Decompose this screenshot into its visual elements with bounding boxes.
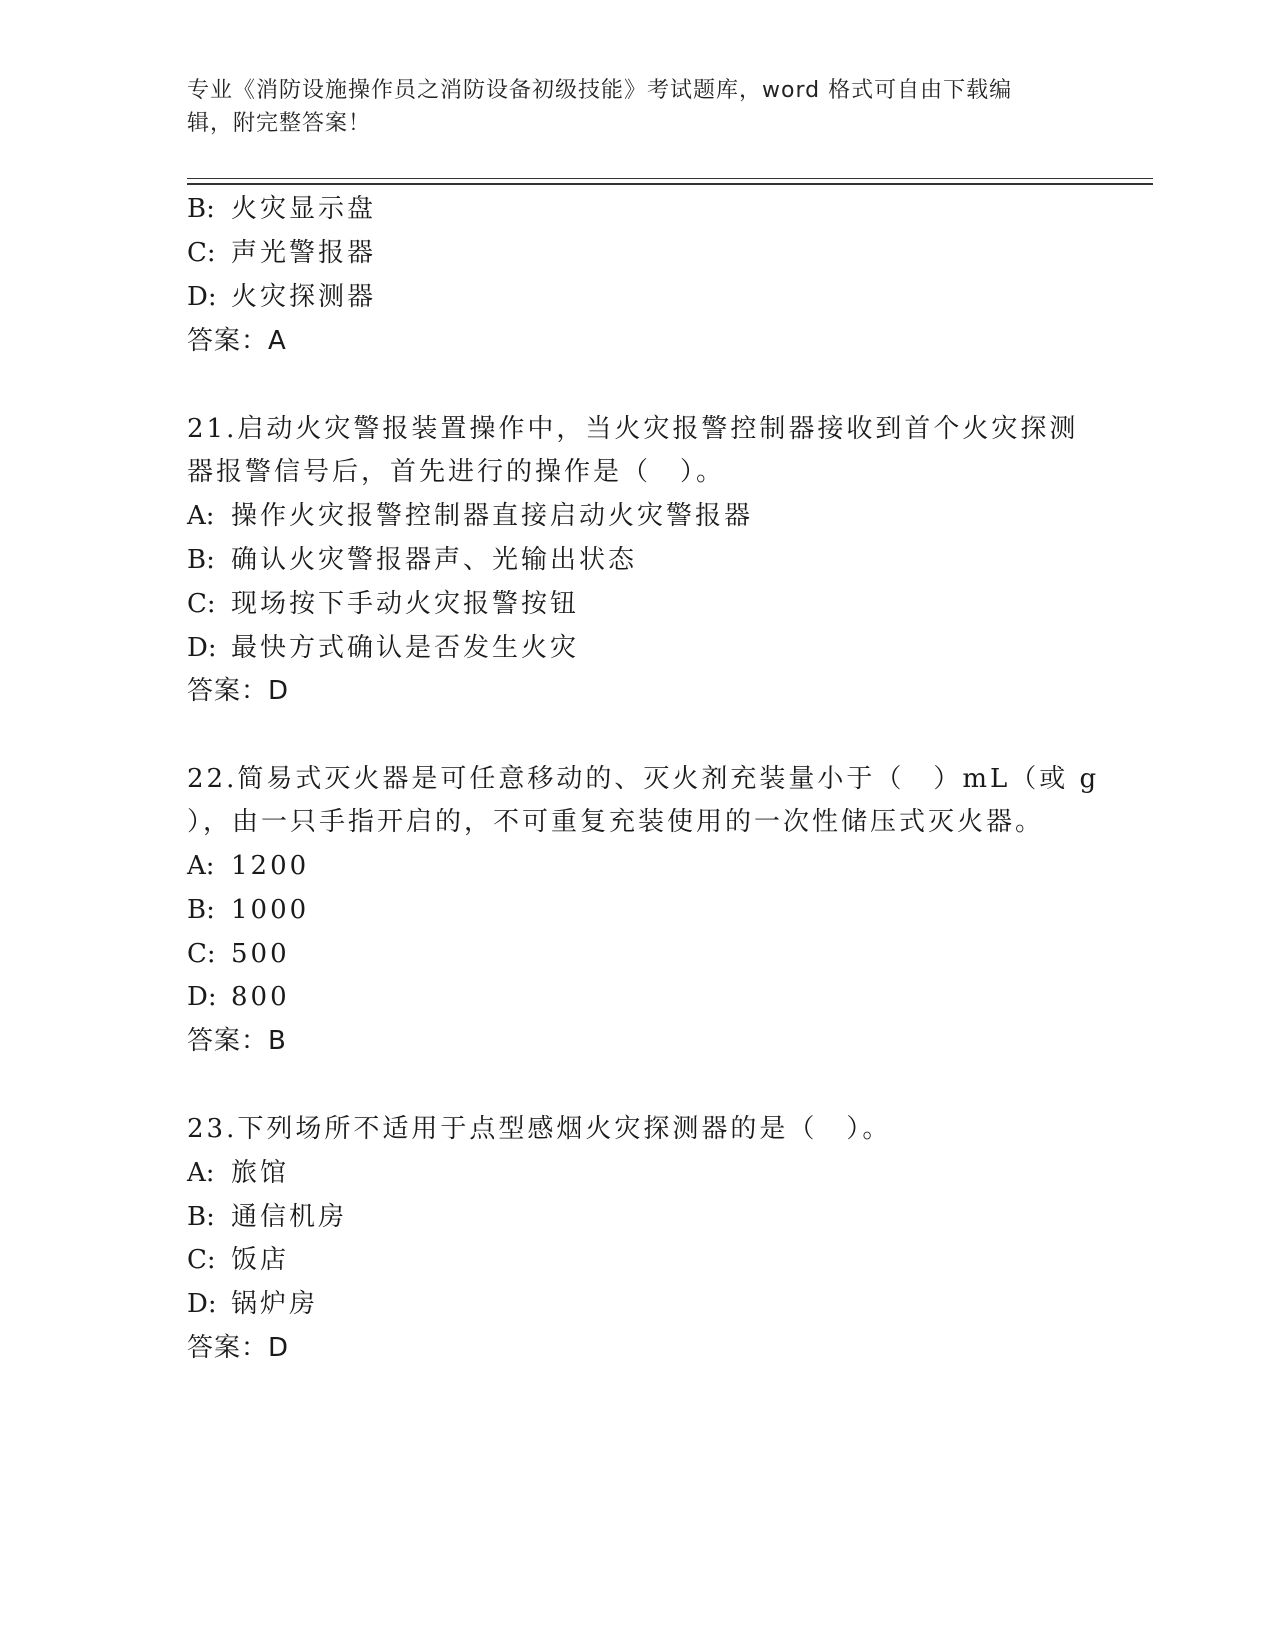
prev-answer: 答案：A xyxy=(187,326,287,356)
q21-option-b xyxy=(187,543,637,577)
option-text: 火灾探测器 xyxy=(231,282,377,312)
q21-stem-line-2: 器报警信号后，首先进行的操作是（ ）。 xyxy=(187,457,726,487)
q21-answer: 答案：D xyxy=(187,676,290,706)
option-label: D: xyxy=(187,982,217,1012)
option-text: 1200 xyxy=(231,851,310,881)
option-label: D: xyxy=(187,282,217,312)
q21-stem-line-1: 21.启动火灾警报装置操作中，当火灾报警控制器接收到首个火灾探测 xyxy=(187,414,1079,444)
q21-option-c xyxy=(187,587,579,621)
option-text: 确认火灾警报器声、光输出状态 xyxy=(231,545,638,575)
option-text: 饭店 xyxy=(231,1245,290,1275)
option-text: 1000 xyxy=(231,895,310,925)
q23-option-b xyxy=(187,1200,347,1234)
option-text: 锅炉房 xyxy=(231,1289,319,1319)
q22-option-d xyxy=(187,980,290,1014)
header-rule-thick xyxy=(187,183,1153,185)
option-text: 现场按下手动火灾报警按钮 xyxy=(231,589,580,619)
q22-option-b xyxy=(187,893,309,927)
option-text: 最快方式确认是否发生火灾 xyxy=(231,633,580,663)
q23-option-d xyxy=(187,1287,318,1321)
q23-option-a xyxy=(187,1156,289,1190)
option-label: A: xyxy=(187,501,215,531)
option-text: 操作火灾报警控制器直接启动火灾警报器 xyxy=(231,501,754,531)
option-label: B: xyxy=(187,1202,215,1232)
prev-option-b xyxy=(187,192,376,226)
option-label: D: xyxy=(187,633,217,663)
q21-option-a xyxy=(187,499,753,533)
option-text: 声光警报器 xyxy=(231,238,377,268)
option-label: C: xyxy=(187,1245,216,1275)
option-label: C: xyxy=(187,238,216,268)
option-label: C: xyxy=(187,589,216,619)
q22-option-a xyxy=(187,849,309,883)
document-header xyxy=(187,74,1067,140)
q23-answer: 答案：D xyxy=(187,1333,290,1363)
option-label: B: xyxy=(187,545,215,575)
option-label: A: xyxy=(187,851,215,881)
q22-answer: 答案：B xyxy=(187,1026,287,1056)
option-text: 火灾显示盘 xyxy=(231,194,377,224)
q22-option-c xyxy=(187,937,290,971)
q22-stem-line-1: 22.简易式灭火器是可任意移动的、灭火剂充装量小于（ ）mL（或 g xyxy=(187,764,1100,794)
option-text: 通信机房 xyxy=(231,1202,348,1232)
q23-stem-line-1: 23.下列场所不适用于点型感烟火灾探测器的是（ ）。 xyxy=(187,1114,892,1144)
option-text: 500 xyxy=(231,939,290,969)
prev-option-d xyxy=(187,280,376,314)
option-label: B: xyxy=(187,895,215,925)
option-label: C: xyxy=(187,939,216,969)
q21-option-d xyxy=(187,631,579,665)
header-rule-thin xyxy=(187,178,1153,179)
option-label: A: xyxy=(187,1158,215,1188)
header-line-2: 辑，附完整答案！ xyxy=(187,111,372,136)
option-label: D: xyxy=(187,1289,217,1319)
option-text: 旅馆 xyxy=(231,1158,290,1188)
header-line-1: 专业《消防设施操作员之消防设备初级技能》考试题库，word 格式可自由下载编 xyxy=(187,78,1013,103)
q23-option-c xyxy=(187,1243,289,1277)
q22-stem-line-2: ），由一只手指开启的，不可重复充装使用的一次性储压式灭火器。 xyxy=(187,807,1045,837)
option-text: 800 xyxy=(231,982,290,1012)
option-label: B: xyxy=(187,194,215,224)
prev-option-c xyxy=(187,236,376,270)
